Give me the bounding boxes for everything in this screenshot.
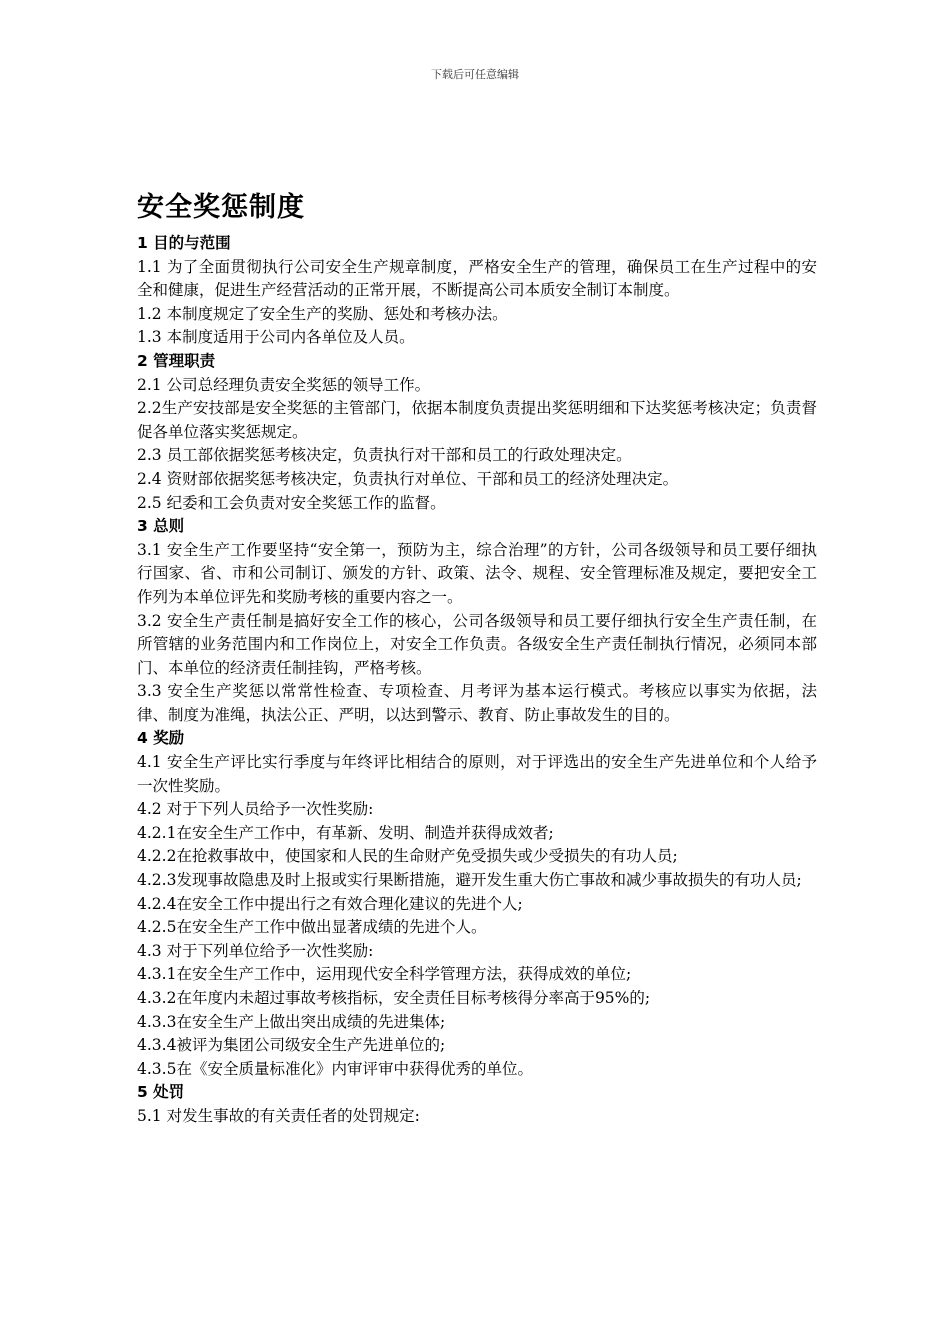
section-heading: 5 处罚 bbox=[137, 1083, 185, 1102]
paragraph: 4.2.5在安全生产工作中做出显著成绩的先进个人。 bbox=[137, 918, 487, 937]
paragraph: 2.3 员工部依据奖惩考核决定，负责执行对干部和员工的行政处理决定。 bbox=[137, 446, 632, 465]
paragraph: 4.2.1在安全生产工作中，有革新、发明、制造并获得成效者; bbox=[137, 823, 554, 842]
paragraph: 4.2.2在抢救事故中，使国家和人民的生命财产免受损失或少受损失的有功人员; bbox=[137, 847, 678, 866]
paragraph: 3.1 安全生产工作要坚持“安全第一，预防为主，综合治理”的方针，公司各级领导和员工要仔细执行国家、省、市和公司制订、颁发的方针、政策、法令、规程、安全管理标准及规定，要把安全工作列为本单位评先和奖励考核的重要内容之一。 bbox=[137, 540, 817, 606]
paragraph: 2.1 公司总经理负责安全奖惩的领导工作。 bbox=[137, 375, 431, 394]
paragraph: 4.2.4在安全工作中提出行之有效合理化建议的先进个人; bbox=[137, 894, 523, 913]
section-heading: 3 总则 bbox=[137, 517, 185, 536]
paragraph: 4.3 对于下列单位给予一次性奖励: bbox=[137, 941, 374, 960]
paragraph: 4.3.4被评为集团公司级安全生产先进单位的; bbox=[137, 1036, 446, 1055]
paragraph: 1.3 本制度适用于公司内各单位及人员。 bbox=[137, 328, 415, 347]
paragraph: 1.2 本制度规定了安全生产的奖励、惩处和考核办法。 bbox=[137, 304, 508, 323]
paragraph: 5.1 对发生事故的有关责任者的处罚规定: bbox=[137, 1106, 420, 1125]
paragraph: 4.3.3在安全生产上做出突出成绩的先进集体; bbox=[137, 1012, 446, 1031]
paragraph: 3.2 安全生产责任制是搞好安全工作的核心，公司各级领导和员工要仔细执行安全生产责任制，在所管辖的业务范围内和工作岗位上，对安全工作负责。各级安全生产责任制执行情况，必须同本部门、本单位的经济责任制挂钩，严格考核。 bbox=[137, 611, 817, 677]
paragraph: 2.2生产安技部是安全奖惩的主管部门，依据本制度负责提出奖惩明细和下达奖惩考核决定；负责督促各单位落实奖惩规定。 bbox=[137, 399, 817, 441]
paragraph: 4.3.2在年度内未超过事故考核指标，安全责任目标考核得分率高于95%的; bbox=[137, 989, 651, 1007]
section-heading: 2 管理职责 bbox=[137, 351, 216, 370]
section-heading: 4 奖励 bbox=[137, 729, 185, 748]
paragraph: 4.3.1在安全生产工作中，运用现代安全科学管理方法，获得成效的单位; bbox=[137, 965, 632, 984]
paragraph: 4.3.5在《安全质量标准化》内审评审中获得优秀的单位。 bbox=[137, 1059, 533, 1078]
paragraph: 1.1 为了全面贯彻执行公司安全生产规章制度，严格安全生产的管理，确保员工在生产过程中的安全和健康，促进生产经营活动的正常开展，不断提高公司本质安全制订本制度。 bbox=[137, 257, 817, 300]
paragraph: 2.4 资财部依据奖惩考核决定，负责执行对单位、干部和员工的经济处理决定。 bbox=[137, 469, 679, 488]
section-heading: 1 目的与范围 bbox=[137, 234, 231, 252]
paragraph: 3.3 安全生产奖惩以常常性检查、专项检查、月考评为基本运行模式。考核应以事实为依据，法律、制度为准绳，执法公正、严明，以达到警示、教育、防止事故发生的目的。 bbox=[137, 682, 817, 724]
header-note: 下载后可任意编辑 bbox=[431, 68, 519, 81]
document-sections bbox=[137, 232, 817, 1129]
document-body bbox=[137, 188, 817, 1129]
paragraph: 2.5 纪委和工会负责对安全奖惩工作的监督。 bbox=[137, 493, 446, 512]
paragraph: 4.2.3发现事故隐患及时上报或实行果断措施，避开发生重大伤亡事故和减少事故损失的有功人员; bbox=[137, 871, 802, 890]
paragraph: 4.1 安全生产评比实行季度与年终评比相结合的原则，对于评选出的安全生产先进单位和个人给予一次性奖励。 bbox=[137, 753, 817, 795]
paragraph: 4.2 对于下列人员给予一次性奖励: bbox=[137, 800, 374, 819]
document-title: 安全奖惩制度 bbox=[137, 192, 305, 223]
